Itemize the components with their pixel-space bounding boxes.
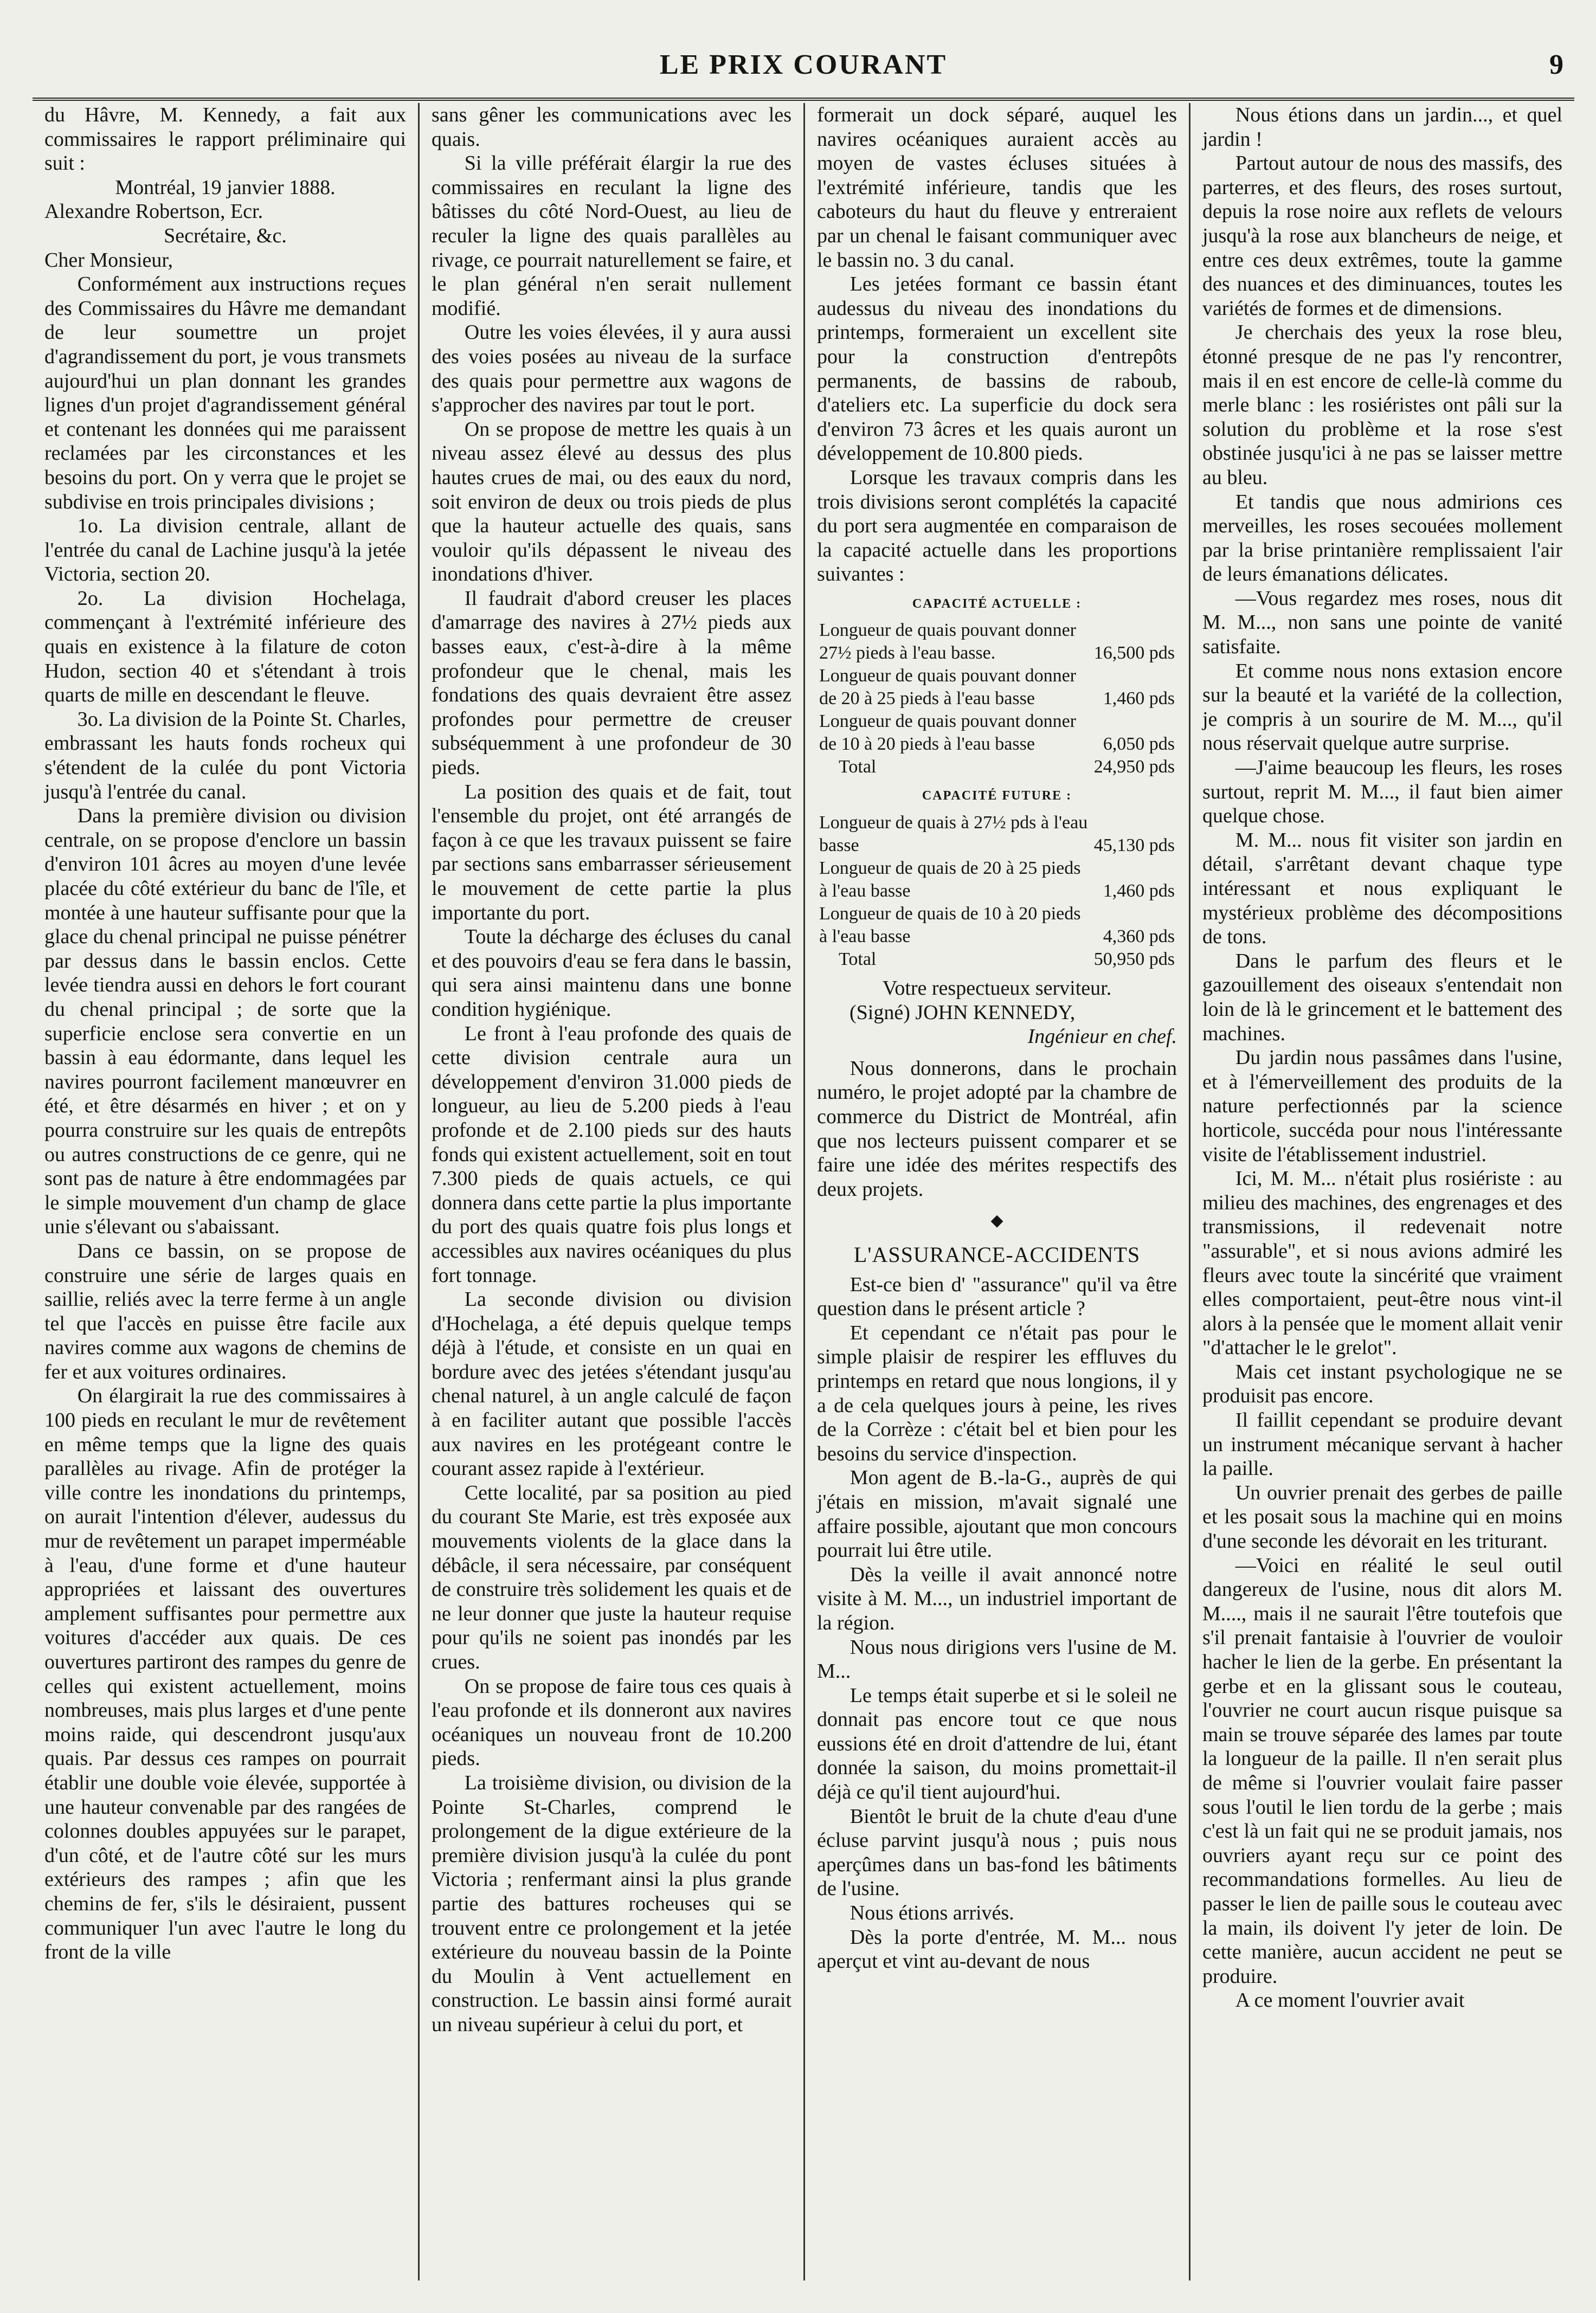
capacity-current-table [817, 619, 1177, 778]
paragraph: Conformément aux instructions reçues des Commissaires du Hâvre me demandant de leur soumettre un projet d'agrandissement du port, je vous transmets aujourd'hui un plan donnant les grandes lignes d'un projet d'agrandissement général et contenant les données qui me paraissent reclamées par les circonstances et les besoins du port. On y verra que le projet se subdivise en trois principales divisions ; [44, 273, 406, 513]
paragraph: On élargirait la rue des commissaires à 100 pieds en reculant le mur de revêtement en même temps que la ligne des quais parallèles au rivage. Afin de protéger la ville contre les inondations du printemps, on aurait l'intention d'élever, audessus du mur de revêtement un parapet imperméable à l'eau, d'une forme et d'une hauteur appropriées et laissant des ouvertures amplement suffisantes pour permettre aux voitures d'accéder aux quais. De ces ouvertures partiront des rampes du genre de celles qui existent actuellement, moins nombreuses, mais plus larges et d'une pente moins raide, qui descendront jusqu'aux quais. Par dessus ces rampes on pourrait établir une double voie élevée, supportée à une hauteur convenable par des rangées de colonnes doubles appuyées sur le parapet, d'un côté, et de l'autre côté sur les murs extérieurs des rampes ; afin que les chemins de fer, s'ils le désiraient, pussent communiquer l'un avec l'autre le long du front de la ville [44, 1384, 406, 1964]
signed-label: (Signé) [850, 1001, 910, 1024]
paragraph: Le front à l'eau profonde des quais de cette division centrale aura un développement d'environ 31.000 pieds de longueur, au lieu de 5.200 pieds à l'eau profonde et de 2.100 pieds sur des hauts fonds qui existent actuellement, soit en tout 7.300 pieds de quais actuels, ce qui donnera dans cette partie la plus importante du port des quais quatre fois plus longs et accessibles aux navires océaniques du plus fort tonnage. [432, 1022, 791, 1287]
paragraph: La seconde division ou division d'Hochelaga, a été depuis quelque temps déjà à l'étude, et consiste en un quai en bordure avec des jetées s'étendant jusqu'au chenal naturel, à un angle calculé de façon à en faciliter autant que possible l'accès aux navires en les protégeant contre le courant assez rapide à l'extérieur. [432, 1288, 791, 1480]
table-row [817, 903, 1177, 948]
paragraph: Nous étions dans un jardin..., et quel jardin ! [1202, 104, 1562, 151]
table-row [817, 665, 1177, 710]
paragraph: Dans ce bassin, on se propose de construire une série de larges quais en saillie, reliés avec la terre ferme à un angle tel que l'accès en puisse être facile aux navires comme aux wagons de chemins de fer et aux voitures ordinaires. [44, 1239, 406, 1383]
paragraph: Ici, M. M... n'était plus rosiériste : au milieu des machines, des engrenages et des transmissions, il redevenait notre "assurable", et si nous avions admiré les fleurs avec toute la sincérité que vraiment elles comportaient, peut-être nous vint-il alors à la pensée que le moment allait venir "d'attacher le le grelot". [1202, 1167, 1562, 1360]
paragraph: Et comme nous nons extasion encore sur la beauté et la variété de la collection, je compris à un sourire de M. M..., qu'il nous réservait quelque autre surprise. [1202, 659, 1562, 755]
paragraph: A ce moment l'ouvrier avait [1235, 1989, 1465, 2012]
table-row [817, 857, 1177, 903]
paragraph: du Hâvre, M. Kennedy, a fait aux commissaires le rapport préliminaire qui suit : [44, 104, 406, 175]
paragraph: La position des quais et de fait, tout l'ensemble du projet, ont été arrangés de façon à ce que les travaux puissent se faire par sections sans embarrasser sérieusement le mouvement de cette partie la plus importante du port. [432, 780, 791, 924]
paragraph: —J'aime beaucoup les fleurs, les roses surtout, reprit M. M..., il faut bien aimer quelque chose. [1202, 756, 1562, 828]
paragraph: Dès la porte d'entrée, M. M... nous aperçut et vint au-devant de nous [817, 1925, 1177, 1973]
table-cell-label: Longueur de quais de 10 à 20 pieds à l'eau basse [819, 904, 1081, 947]
paragraph: Outre les voies élevées, il y aura aussi des voies posées au niveau de la surface des quais pour permettre aux wagons de s'approcher des navires par tout le port. [432, 321, 791, 417]
table-cell-label: Total [839, 757, 877, 777]
column-4 [1189, 103, 1574, 2280]
paragraph: 2o. La division Hochelaga, commençant à l'extrémité inférieure des quais en existence à la filature de coton Hudon, section 40 et s'étendant à trois quarts de mille en descendant le fleuve. [44, 587, 406, 707]
letter-recipient: Alexandre Robertson, Ecr. [44, 200, 263, 223]
paragraph: Lorsque les travaux compris dans les trois divisions seront complétés la capacité du port sera augmentée en comparaison de la capacité actuelle dans les proportions suivantes : [817, 466, 1177, 586]
paragraph: La troisième division, ou division de la Pointe St-Charles, comprend le prolongement de la digue extérieure de la première division jusqu'à la culée du pont Victoria ; renfermant ainsi la plus grande partie des battures rocheuses qui se trouvent entre ce prolongement et la jetée extérieure du nouveau bassin de la Pointe du Moulin à Vent actuellement en construction. Le bassin ainsi formé aurait un niveau supérieur à celui du port, et [432, 1771, 791, 2036]
table-cell-value: 24,950 pds [1093, 757, 1175, 777]
page-number: 9 [1549, 49, 1563, 80]
newspaper-title: LE PRIX COURANT [659, 49, 948, 80]
table-row [817, 619, 1177, 665]
capacity-future-heading: CAPACITÉ FUTURE : [922, 789, 1072, 803]
paragraph: —Voici en réalité le seul outil dangereux de l'usine, nous dit alors M. M...., mais il ne saurait l'être toutefois que s'il prenait fantaisie à l'ouvrier de vouloir hacher le lien de la gerbe. En présentant la gerbe et en la glissant sous le couteau, l'ouvrier ne court aucun risque puisque sa main se trouve séparée des lames par toute la longueur de la paille. Il n'en serait plus de même si l'ouvrier voulait faire passer sous l'outil le lien tordu de la gerbe ; mais c'est là un fait qui ne se produit jamais, nos ouvriers ayant reçu sur ce point des recommandations formelles. Au lieu de passer le lien de paille sous le couteau avec la main, ils doivent l'y jeter de loin. De cette manière, aucun accident ne peut se produire. [1202, 1554, 1562, 1988]
section-divider-ornament: ◆ [990, 1212, 1003, 1230]
paragraph: Dès la veille il avait annoncé notre visite à M. M..., un industriel important de la région. [817, 1563, 1177, 1634]
paragraph: Nous nous dirigions vers l'usine de M. M... [817, 1635, 1177, 1683]
table-cell-label: Longueur de quais pouvant donner 27½ pieds à l'eau basse. [819, 620, 1076, 663]
paragraph: Mais cet instant psychologique ne se produisit pas encore. [1202, 1360, 1562, 1408]
paragraph: Nous étions arrivés. [850, 1902, 1014, 1925]
table-row [817, 811, 1177, 857]
capacity-future-table [817, 811, 1177, 971]
paragraph: formerait un dock séparé, auquel les navires océaniques auraient accès au moyen de vastes écluses situées à l'extrémité inférieure, tandis que les caboteurs du haut du fleuve y entreraient par un chenal le faisant communiquer avec le bassin no. 3 du canal. [817, 104, 1177, 272]
table-cell-label: Longueur de quais à 27½ pds à l'eau basse [819, 813, 1088, 856]
signer-title: Ingénieur en chef. [1027, 1025, 1177, 1048]
table-cell-value: 50,950 pds [1093, 949, 1175, 970]
paragraph: Mon agent de B.-la-G., auprès de qui j'étais en mission, m'avait signalé une affaire possible, ajoutant que mon concours pourrait lui être utile. [817, 1466, 1177, 1562]
table-row-total [817, 756, 1177, 778]
column-2 [418, 103, 803, 2280]
letter-salutation: Cher Monsieur, [44, 248, 173, 272]
paragraph: Est-ce bien d' "assurance" qu'il va être question dans le présent article ? [817, 1273, 1177, 1320]
table-cell-value: 45,130 pds [1093, 835, 1175, 856]
paragraph: 3o. La division de la Pointe St. Charles, embrassant les hauts fonds rocheux qui s'étendent de la culée du pont Victoria jusqu'à l'entrée du canal. [44, 707, 406, 803]
paragraph: Dans la première division ou division centrale, on se propose d'enclore un bassin d'environ 101 âcres au moyen d'une levée placée du côté extérieur du banc de l'île, et montée à une hauteur suffisante pour que la glace du chenal principal ne puisse pénétrer par dessus dans le bassin enclos. Cette levée tiendra aussi en dehors le fort courant du chenal principal ; de sorte que la superficie enclose sera convertie en un bassin à eau édormante, dans lequel les navires pourront facilement manœuvrer en été, et être désarmés en hiver ; et on y pourra construire sur les quais de entrepôts ou autres constructions de ce genre, qui ne sont pas de nature à être endommagées par le simple mouvement d'un champ de glace unie s'élevant ou s'abaissant. [44, 804, 406, 1239]
table-cell-label: Longueur de quais pouvant donner de 10 à 20 pieds à l'eau basse [819, 711, 1076, 755]
capacity-current-heading: CAPACITÉ ACTUELLE : [912, 596, 1082, 611]
paragraph: Toute la décharge des écluses du canal et des pouvoirs d'eau se fera dans le bassin, qui sera ainsi maintenu dans une bonne condition hygiénique. [432, 925, 791, 1021]
table-cell-value: 16,500 pds [1093, 643, 1175, 663]
letter-date: Montréal, 19 janvier 1888. [115, 176, 336, 199]
table-cell-value: 6,050 pds [1103, 734, 1175, 755]
paragraph: Cette localité, par sa position au pied du courant Ste Marie, est très exposée aux mouvements violents de la glace dans la débâcle, il sera nécessaire, par conséquent de construire très solidement les quais et de ne leur donner que juste la hauteur requise pour qu'ils ne soient pas inondés par les crues. [432, 1481, 791, 1673]
signer-name: JOHN KENNEDY, [915, 1001, 1076, 1024]
paragraph: Je cherchais des yeux la rose bleu, étonné presque de ne pas l'y rencontrer, mais il en est encore de celle-là comme du merle blanc : les rosiéristes ont pâli sur la solution du problème et la rose s'est obstinée jusqu'ici à ne pas se laisser mettre au bleu. [1202, 321, 1562, 489]
paragraph: Et cependant ce n'était pas pour le simple plaisir de respirer les effluves du printemps en retard que nous longions, il y a de cela quelques jours à peine, les rives de la Corrèze : c'était bel et bien pour les besoins du service d'inspection. [817, 1321, 1177, 1465]
column-1 [33, 103, 418, 2280]
paragraph: Il faudrait d'abord creuser les places d'amarrage des navires à 27½ pieds aux basses eaux, c'est-à-dire à la même profondeur que le chenal, mais les fondations des quais devraient être assez profondes pour permettre de creuser subséquemment à une profondeur de 30 pieds. [432, 587, 791, 779]
table-cell-label: Longueur de quais de 20 à 25 pieds à l'eau basse [819, 858, 1081, 901]
table-row-total [817, 948, 1177, 971]
paragraph: Dans le parfum des fleurs et le gazouillement des oiseaux s'entendait non loin de là le grincement et le battement des machines. [1202, 949, 1562, 1045]
table-cell-value: 1,460 pds [1103, 881, 1175, 901]
paragraph: Un ouvrier prenait des gerbes de paille et les posait sous la machine qui en moins d'une seconde les dévorait en les triturant. [1202, 1481, 1562, 1553]
letter-signature [817, 1001, 1177, 1025]
paragraph: On se propose de faire tous ces quais à l'eau profonde et ils donneront aux navires océaniques un nouveau front de 10.200 pieds. [432, 1674, 791, 1770]
paragraph: Les jetées formant ce bassin étant audessus du niveau des inondations du printemps, formeraient un excellent site pour la construction d'entrepôts permanents, de bassins de raboub, d'ateliers etc. La superficie du dock sera d'environ 73 âcres et les quais auront un développement de 10.800 pieds. [817, 273, 1177, 465]
section-title: L'ASSURANCE-ACCIDENTS [853, 1242, 1141, 1267]
table-cell-value: 1,460 pds [1103, 688, 1175, 709]
paragraph: sans gêner les communications avec les quais. [432, 104, 791, 151]
table-cell-label: Total [839, 949, 877, 970]
letter-recipient-title: Secrétaire, &c. [164, 224, 287, 247]
article-columns [33, 103, 1574, 2280]
paragraph: On se propose de mettre les quais à un niveau assez élevé au dessus des plus hautes crues de mai, ou des eaux du nord, soit environ de deux ou trois pieds de plus que la hauteur actuelle des quais, sans vouloir qu'ils dépassent le niveau des inondations d'hiver. [432, 417, 791, 586]
paragraph: Bientôt le bruit de la chute d'eau d'une écluse parvint jusqu'à nous ; puis nous aperçûmes dans un bas-fond les bâtiments de l'usine. [817, 1805, 1177, 1900]
paragraph: M. M... nous fit visiter son jardin en détail, s'arrêtant devant chaque type intéressant et nous expliquant le mystérieux problème des décompositions de tons. [1202, 828, 1562, 949]
paragraph: Le temps était superbe et si le soleil ne donnait pas encore tout ce que nous eussions été en droit d'attendre de lui, étant donnée la saison, du moins promettait-il déjà ce qu'il tient aujourd'hui. [817, 1684, 1177, 1804]
paragraph: Il faillit cependant se produire devant un instrument mécanique servant à hacher la paille. [1202, 1409, 1562, 1480]
table-cell-value: 4,360 pds [1103, 926, 1175, 947]
table-cell-label: Longueur de quais pouvant donner de 20 à 25 pieds à l'eau basse [819, 666, 1076, 709]
page-header [33, 33, 1574, 101]
table-row [817, 710, 1177, 756]
paragraph: 1o. La division centrale, allant de l'entrée du canal de Lachine jusqu'à la jetée Victoria, section 20. [44, 514, 406, 586]
paragraph: —Vous regardez mes roses, nous dit M. M..., non sans une pointe de vanité satisfaite. [1202, 587, 1562, 659]
paragraph: Si la ville préférait élargir la rue des commissaires en reculant la ligne des bâtisses du côté Nord-Ouest, au lieu de reculer la ligne des quais parallèles au rivage, ce pourrait naturellement se faire, et le plan général n'en serait nullement modifié. [432, 152, 791, 320]
paragraph: Nous donnerons, dans le prochain numéro, le projet adopté par la chambre de commerce du District de Montréal, afin que nos lecteurs puissent comparer et se faire une idée des mérites respectifs des deux projets. [817, 1056, 1177, 1201]
paragraph: Et tandis que nous admirions ces merveilles, les roses secouées mollement par la brise printanière remplissaient l'air de leurs émanations délicates. [1202, 490, 1562, 586]
letter-closing: Votre respectueux serviteur. [882, 977, 1112, 1000]
paragraph: Partout autour de nous des massifs, des parterres, et des fleurs, des roses surtout, depuis la rose noire aux reflets de velours jusqu'à la rose aux blancheurs de neige, et entre ces deux extrêmes, toute la gamme des nuances et des diminuances, toutes les variétés de formes et de dimensions. [1202, 152, 1562, 320]
paragraph: Du jardin nous passâmes dans l'usine, et à l'émerveillement des produits de la nature perfectionnés par la science horticole, succéda pour nous l'intéressante visite de l'établissement industriel. [1202, 1046, 1562, 1166]
column-3 [803, 103, 1189, 2280]
